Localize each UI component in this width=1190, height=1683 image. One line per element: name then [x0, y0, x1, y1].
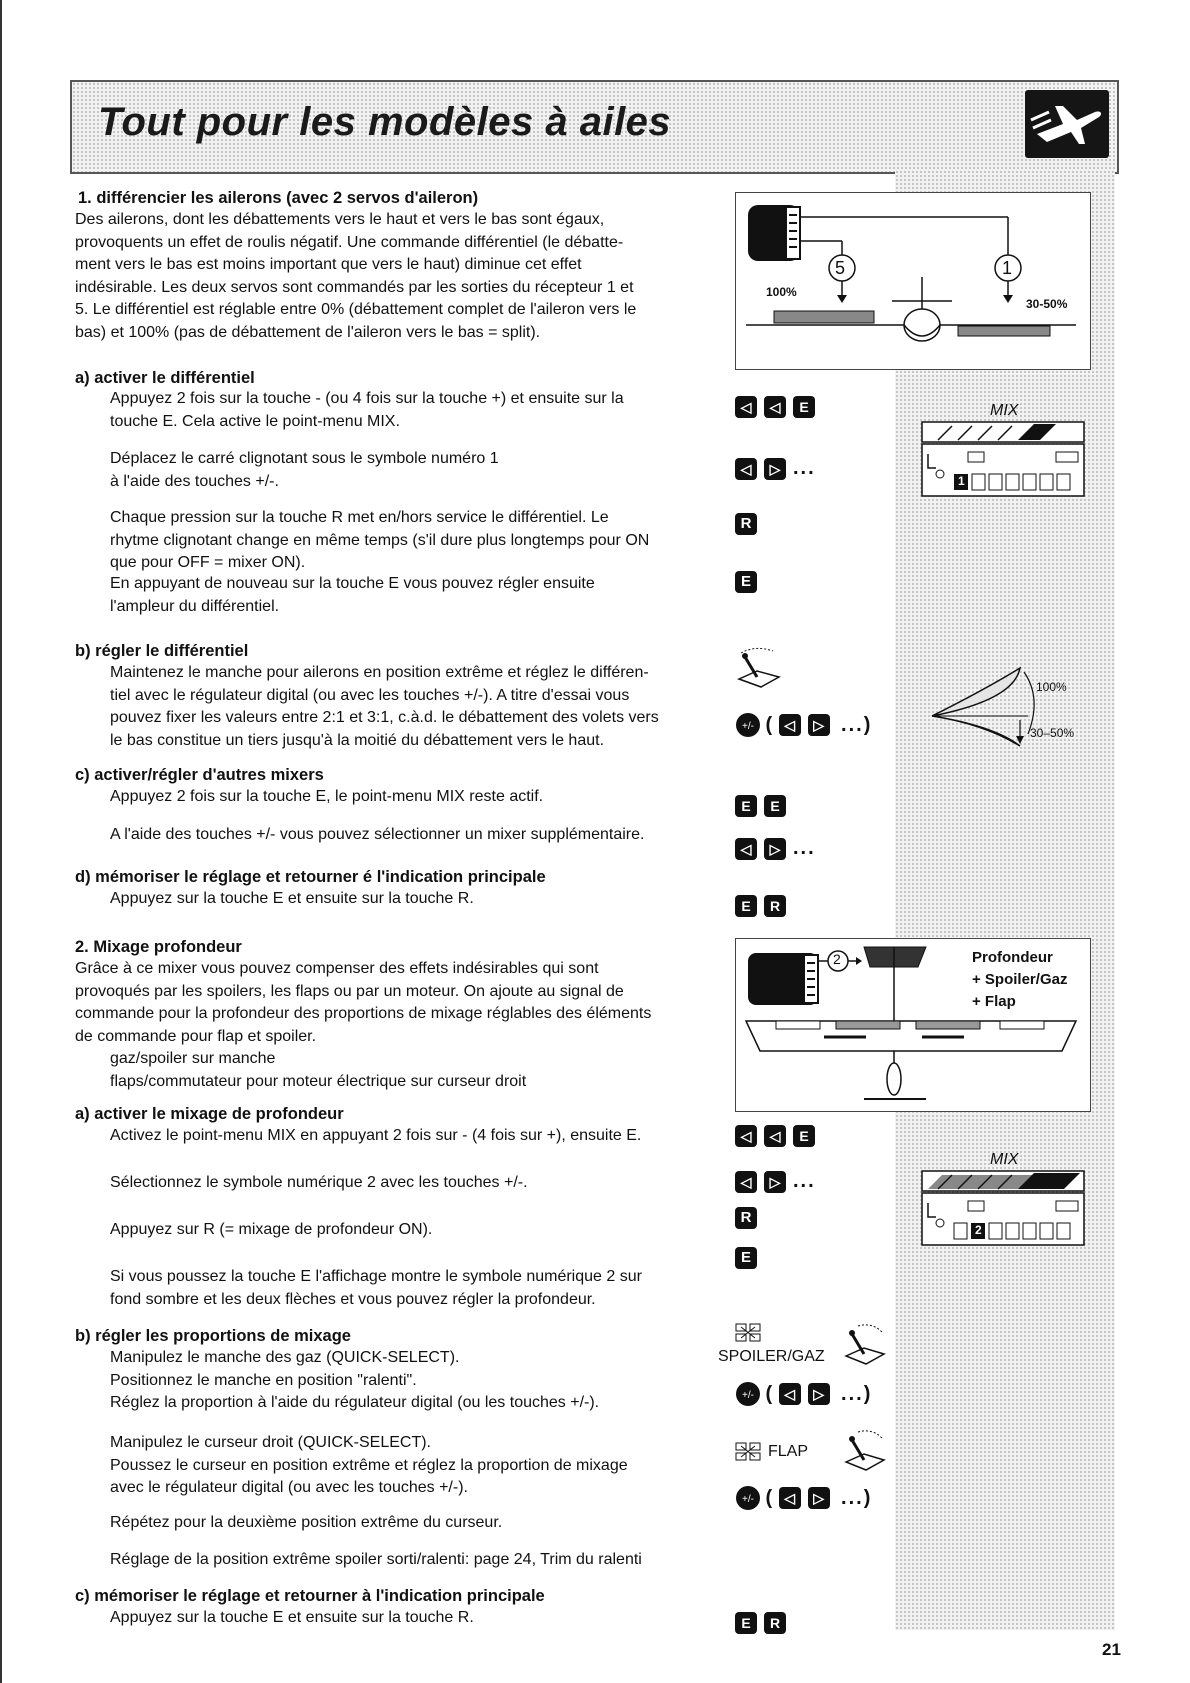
section2-b-p4: Réglage de la position extrême spoiler sorti/ralenti: page 24, Trim du ralenti — [110, 1551, 642, 1568]
section2-heading: 2. Mixage profondeur — [75, 938, 242, 956]
section1-b-p1: Maintenez le manche pour ailerons en position extrême et réglez le différen- tiel avec le régulateur digital (ou avec les touches +/-). A titre d'essai vous pouvez fixer les valeurs entre 2:1 et 3:1, c.à.d. le débattement des volets vers le bas constitue un tiers jusqu'à la moitié du débattement vers le haut. — [110, 664, 659, 749]
plus-key[interactable]: ▷ — [808, 714, 830, 736]
e-key[interactable]: E — [793, 1125, 815, 1147]
arc-label-top: 100% — [1036, 680, 1067, 694]
lcd2-title: MIX — [990, 1151, 1019, 1168]
elevator-mix-labels: Profondeur + Spoiler/Gaz + Flap — [972, 949, 1068, 1010]
e-key[interactable]: E — [735, 1247, 757, 1269]
section1-c-p1: Appuyez 2 fois sur la touche E, le point-menu MIX reste actif. — [110, 788, 544, 805]
keys-s2-a2: ◁ ▷ ... — [735, 1170, 816, 1196]
section2-a-p3: Appuyez sur R (= mixage de profondeur ON). — [110, 1221, 433, 1238]
digital-regulator-row-3: +/- ( ◁ ▷ ...) — [735, 1485, 872, 1511]
digital-regulator-row-2: +/- ( ◁ ▷ ...) — [735, 1381, 872, 1407]
e-key[interactable]: E — [735, 795, 757, 817]
keys-s2-a1 — [735, 1125, 822, 1151]
servo-5-label: 5 — [835, 258, 846, 278]
r-key[interactable]: R — [764, 895, 786, 917]
e-key[interactable]: E — [735, 1612, 757, 1634]
keys-s1-c1 — [735, 795, 793, 821]
flap-icon — [735, 1441, 763, 1463]
digital-regulator-icon — [735, 1381, 761, 1407]
section2-c-heading: c) mémoriser le réglage et retourner à l'indication principale — [75, 1587, 545, 1605]
servo-1-label: 1 — [1002, 258, 1013, 278]
slider-icon — [842, 1428, 888, 1474]
lcd2-selected: 2 — [975, 1223, 982, 1237]
plus-key[interactable]: ▷ — [808, 1487, 830, 1509]
keys-s1-d — [735, 895, 793, 921]
servo-2-label: 2 — [833, 951, 841, 967]
minus-key[interactable]: ◁ — [735, 458, 757, 480]
e-key[interactable]: E — [764, 795, 786, 817]
section2-a-p1: Activez le point-menu MIX en appuyant 2 fois sur - (4 fois sur +), ensuite E. — [110, 1127, 642, 1144]
section2-intro-items: gaz/spoiler sur manche flaps/commutateur pour moteur électrique sur curseur droit — [110, 1050, 527, 1090]
plus-key[interactable]: ▷ — [764, 1171, 786, 1193]
section1-heading: 1. différencier les ailerons (avec 2 servos d'aileron) — [78, 189, 479, 207]
r-key[interactable]: R — [735, 1207, 757, 1229]
section1-a-p4: En appuyant de nouveau sur la touche E vous pouvez régler ensuite l'ampleur du différentiel. — [110, 575, 595, 615]
digital-regulator-row-1: +/- ( ◁ ▷ ...) — [735, 712, 872, 738]
keys-s1-a1 — [735, 396, 822, 422]
minus-key[interactable]: ◁ — [735, 1125, 757, 1147]
section2-a-p2: Sélectionnez le symbole numérique 2 avec les touches +/-. — [110, 1174, 528, 1191]
elevator-mix-diagram — [735, 938, 1091, 1112]
section2-b-p1: Manipulez le manche des gaz (QUICK-SELECT). Positionnez le manche en position "ralenti". Réglez la proportion à l'aide du régulateur digital (ou les touches +/-). — [110, 1349, 600, 1411]
section2-a-heading: a) activer le mixage de profondeur — [75, 1105, 344, 1123]
lcd1-title: MIX — [990, 402, 1019, 419]
e-key[interactable]: E — [735, 571, 757, 593]
page-edge-line — [0, 0, 2, 1683]
aileron-diagram — [735, 192, 1091, 370]
lcd-display-2 — [918, 1147, 1088, 1249]
section1-a-p1: Appuyez 2 fois sur la touche - (ou 4 fois sur la touche +) et ensuite sur la touche E. Cela active le point-menu MIX. — [110, 390, 624, 430]
minus-key[interactable]: ◁ — [735, 396, 757, 418]
svg-text:+/-: +/- — [742, 1494, 754, 1505]
spoiler-icon — [735, 1322, 763, 1344]
section1-c-p2: A l'aide des touches +/- vous pouvez sélectionner un mixer supplémentaire. — [110, 826, 645, 843]
r-key[interactable]: R — [735, 513, 757, 535]
r-key[interactable]: R — [764, 1612, 786, 1634]
minus-key[interactable]: ◁ — [764, 1125, 786, 1147]
section1-a-p3: Chaque pression sur la touche R met en/hors service le différentiel. Le rhytme clignotant change en même temps (s'il dure plus longtemps pour ON que pour OFF = mixer ON). — [110, 509, 650, 571]
lcd1-selected: 1 — [958, 474, 965, 488]
svg-text:+/-: +/- — [742, 1390, 754, 1401]
minus-key[interactable]: ◁ — [779, 1383, 801, 1405]
throttle-stick-icon — [842, 1322, 888, 1368]
minus-key[interactable]: ◁ — [735, 1171, 757, 1193]
page-title: Tout pour les modèles à ailes — [98, 100, 672, 144]
minus-key[interactable]: ◁ — [779, 714, 801, 736]
digital-regulator-icon — [735, 712, 761, 738]
digital-regulator-icon — [735, 1485, 761, 1511]
label-30-50: 30-50% — [1026, 297, 1068, 311]
spoiler-gaz-label: SPOILER/GAZ — [718, 1348, 825, 1365]
keys-s1-a2: ◁ ▷ ... — [735, 457, 816, 483]
e-key[interactable]: E — [735, 895, 757, 917]
svg-text:+/-: +/- — [742, 721, 754, 732]
e-key[interactable]: E — [793, 396, 815, 418]
flap-label: FLAP — [768, 1443, 809, 1460]
section1-intro: Des ailerons, dont les débattements vers le haut et vers le bas sont égaux, provoquents un effet de roulis négatif. Une commande différentiel (le débatte- ment vers le bas est moins important que vers le haut) diminue cet effet indésirable. Les deux servos sont commandés par les sorties du récepteur 1 et 5. Le différentiel est réglable entre 0% (débattement complet de l'aileron vers le bas) et 100% (pas de débattement de l'aileron vers le bas = split). — [75, 211, 637, 341]
airplane-icon — [1025, 90, 1109, 158]
section1-b-heading: b) régler le différentiel — [75, 642, 249, 660]
section1-c-heading: c) activer/régler d'autres mixers — [75, 766, 324, 784]
stick-icon — [735, 645, 785, 691]
page-number: 21 — [1102, 1640, 1121, 1659]
section2-b-p2: Manipulez le curseur droit (QUICK-SELECT). Poussez le curseur en position extrême et réglez la proportion de mixage avec le régulateur digital (ou avec les touches +/-). — [110, 1434, 628, 1496]
minus-key[interactable]: ◁ — [779, 1487, 801, 1509]
section1-d-p1: Appuyez sur la touche E et ensuite sur la touche R. — [110, 890, 474, 907]
section1-d-heading: d) mémoriser le réglage et retourner é l'indication principale — [75, 868, 546, 886]
section2-intro: Grâce à ce mixer vous pouvez compenser des effets indésirables qui sont provoqués par les spoilers, les flaps ou par un moteur. On ajoute au signal de commande pour la profondeur des proportions de mixage réglables des éléments de commande pour flap et spoiler. — [75, 960, 652, 1045]
section2-b-p3: Répétez pour la deuxième position extrême du curseur. — [110, 1514, 503, 1531]
arc-label-bottom: 30–50% — [1030, 726, 1075, 740]
lcd-display-1 — [918, 398, 1088, 500]
section2-a-p4: Si vous poussez la touche E l'affichage montre le symbole numérique 2 sur fond sombre et les deux flèches et vous pouvez régler la profondeur. — [110, 1268, 642, 1308]
minus-key[interactable]: ◁ — [735, 838, 757, 860]
differential-arc-diagram — [924, 660, 1094, 760]
section2-c-p1: Appuyez sur la touche E et ensuite sur la touche R. — [110, 1609, 474, 1626]
plus-key[interactable]: ▷ — [764, 838, 786, 860]
section1-a-p2: Déplacez le carré clignotant sous le symbole numéro 1 à l'aide des touches +/-. — [110, 450, 499, 490]
plus-key[interactable]: ▷ — [764, 458, 786, 480]
label-100: 100% — [766, 285, 797, 299]
minus-key[interactable]: ◁ — [764, 396, 786, 418]
section1-a-heading: a) activer le différentiel — [75, 369, 255, 387]
sidebar-shading — [895, 170, 1115, 1630]
keys-s2-c — [735, 1612, 793, 1638]
keys-s1-c2: ◁ ▷ ... — [735, 837, 816, 863]
section2-b-heading: b) régler les proportions de mixage — [75, 1327, 351, 1345]
plus-key[interactable]: ▷ — [808, 1383, 830, 1405]
